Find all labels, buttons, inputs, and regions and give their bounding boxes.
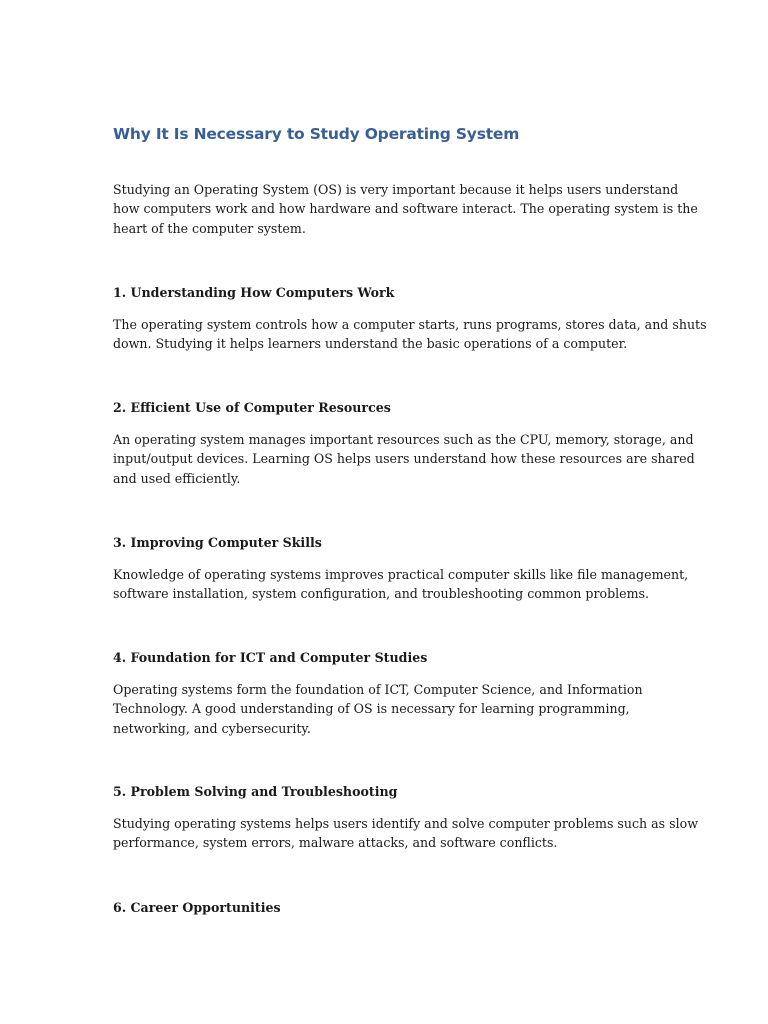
paragraph-line: The operating system controls how a computer starts, runs programs, stores data, and shuts <box>113 317 707 332</box>
section-paragraph-5 <box>113 814 698 853</box>
paragraph-line: networking, and cybersecurity. <box>113 720 311 736</box>
intro-line: Studying an Operating System (OS) is very important because it helps users understand <box>113 182 679 197</box>
section-paragraph-3 <box>113 565 689 604</box>
section-heading-5: 5. Problem Solving and Troubleshooting <box>113 784 398 799</box>
paragraph-line: performance, system errors, malware attacks, and software conflicts. <box>113 835 558 851</box>
paragraph-line: and used efficiently. <box>113 470 241 486</box>
paragraph-line: Technology. A good understanding of OS is necessary for learning programming, <box>113 701 630 717</box>
paragraph-line: Knowledge of operating systems improves practical computer skills like file management, <box>113 567 689 582</box>
section-heading-4: 4. Foundation for ICT and Computer Studies <box>113 650 428 665</box>
paragraph-line: Operating systems form the foundation of ICT, Computer Science, and Information <box>113 682 643 697</box>
section-paragraph-1 <box>113 315 707 354</box>
intro-paragraph <box>113 180 698 238</box>
paragraph-line: software installation, system configuration, and troubleshooting common problems. <box>113 586 650 602</box>
paragraph-line: down. Studying it helps learners understand the basic operations of a computer. <box>113 336 628 352</box>
section-heading-2: 2. Efficient Use of Computer Resources <box>113 400 391 415</box>
intro-line: heart of the computer system. <box>113 220 306 236</box>
paragraph-line: Studying operating systems helps users identify and solve computer problems such as slow <box>113 816 698 831</box>
section-heading-6: 6. Career Opportunities <box>113 900 281 915</box>
intro-line: how computers work and how hardware and software interact. The operating system is the <box>113 201 698 217</box>
paragraph-line: input/output devices. Learning OS helps users understand how these resources are shared <box>113 451 695 467</box>
section-paragraph-2 <box>113 430 695 488</box>
section-heading-1: 1. Understanding How Computers Work <box>113 285 395 300</box>
section-paragraph-4 <box>113 680 663 738</box>
document-title: Why It Is Necessary to Study Operating System <box>113 125 520 143</box>
paragraph-line: An operating system manages important resources such as the CPU, memory, storage, and <box>113 432 694 447</box>
section-heading-3: 3. Improving Computer Skills <box>113 535 322 550</box>
